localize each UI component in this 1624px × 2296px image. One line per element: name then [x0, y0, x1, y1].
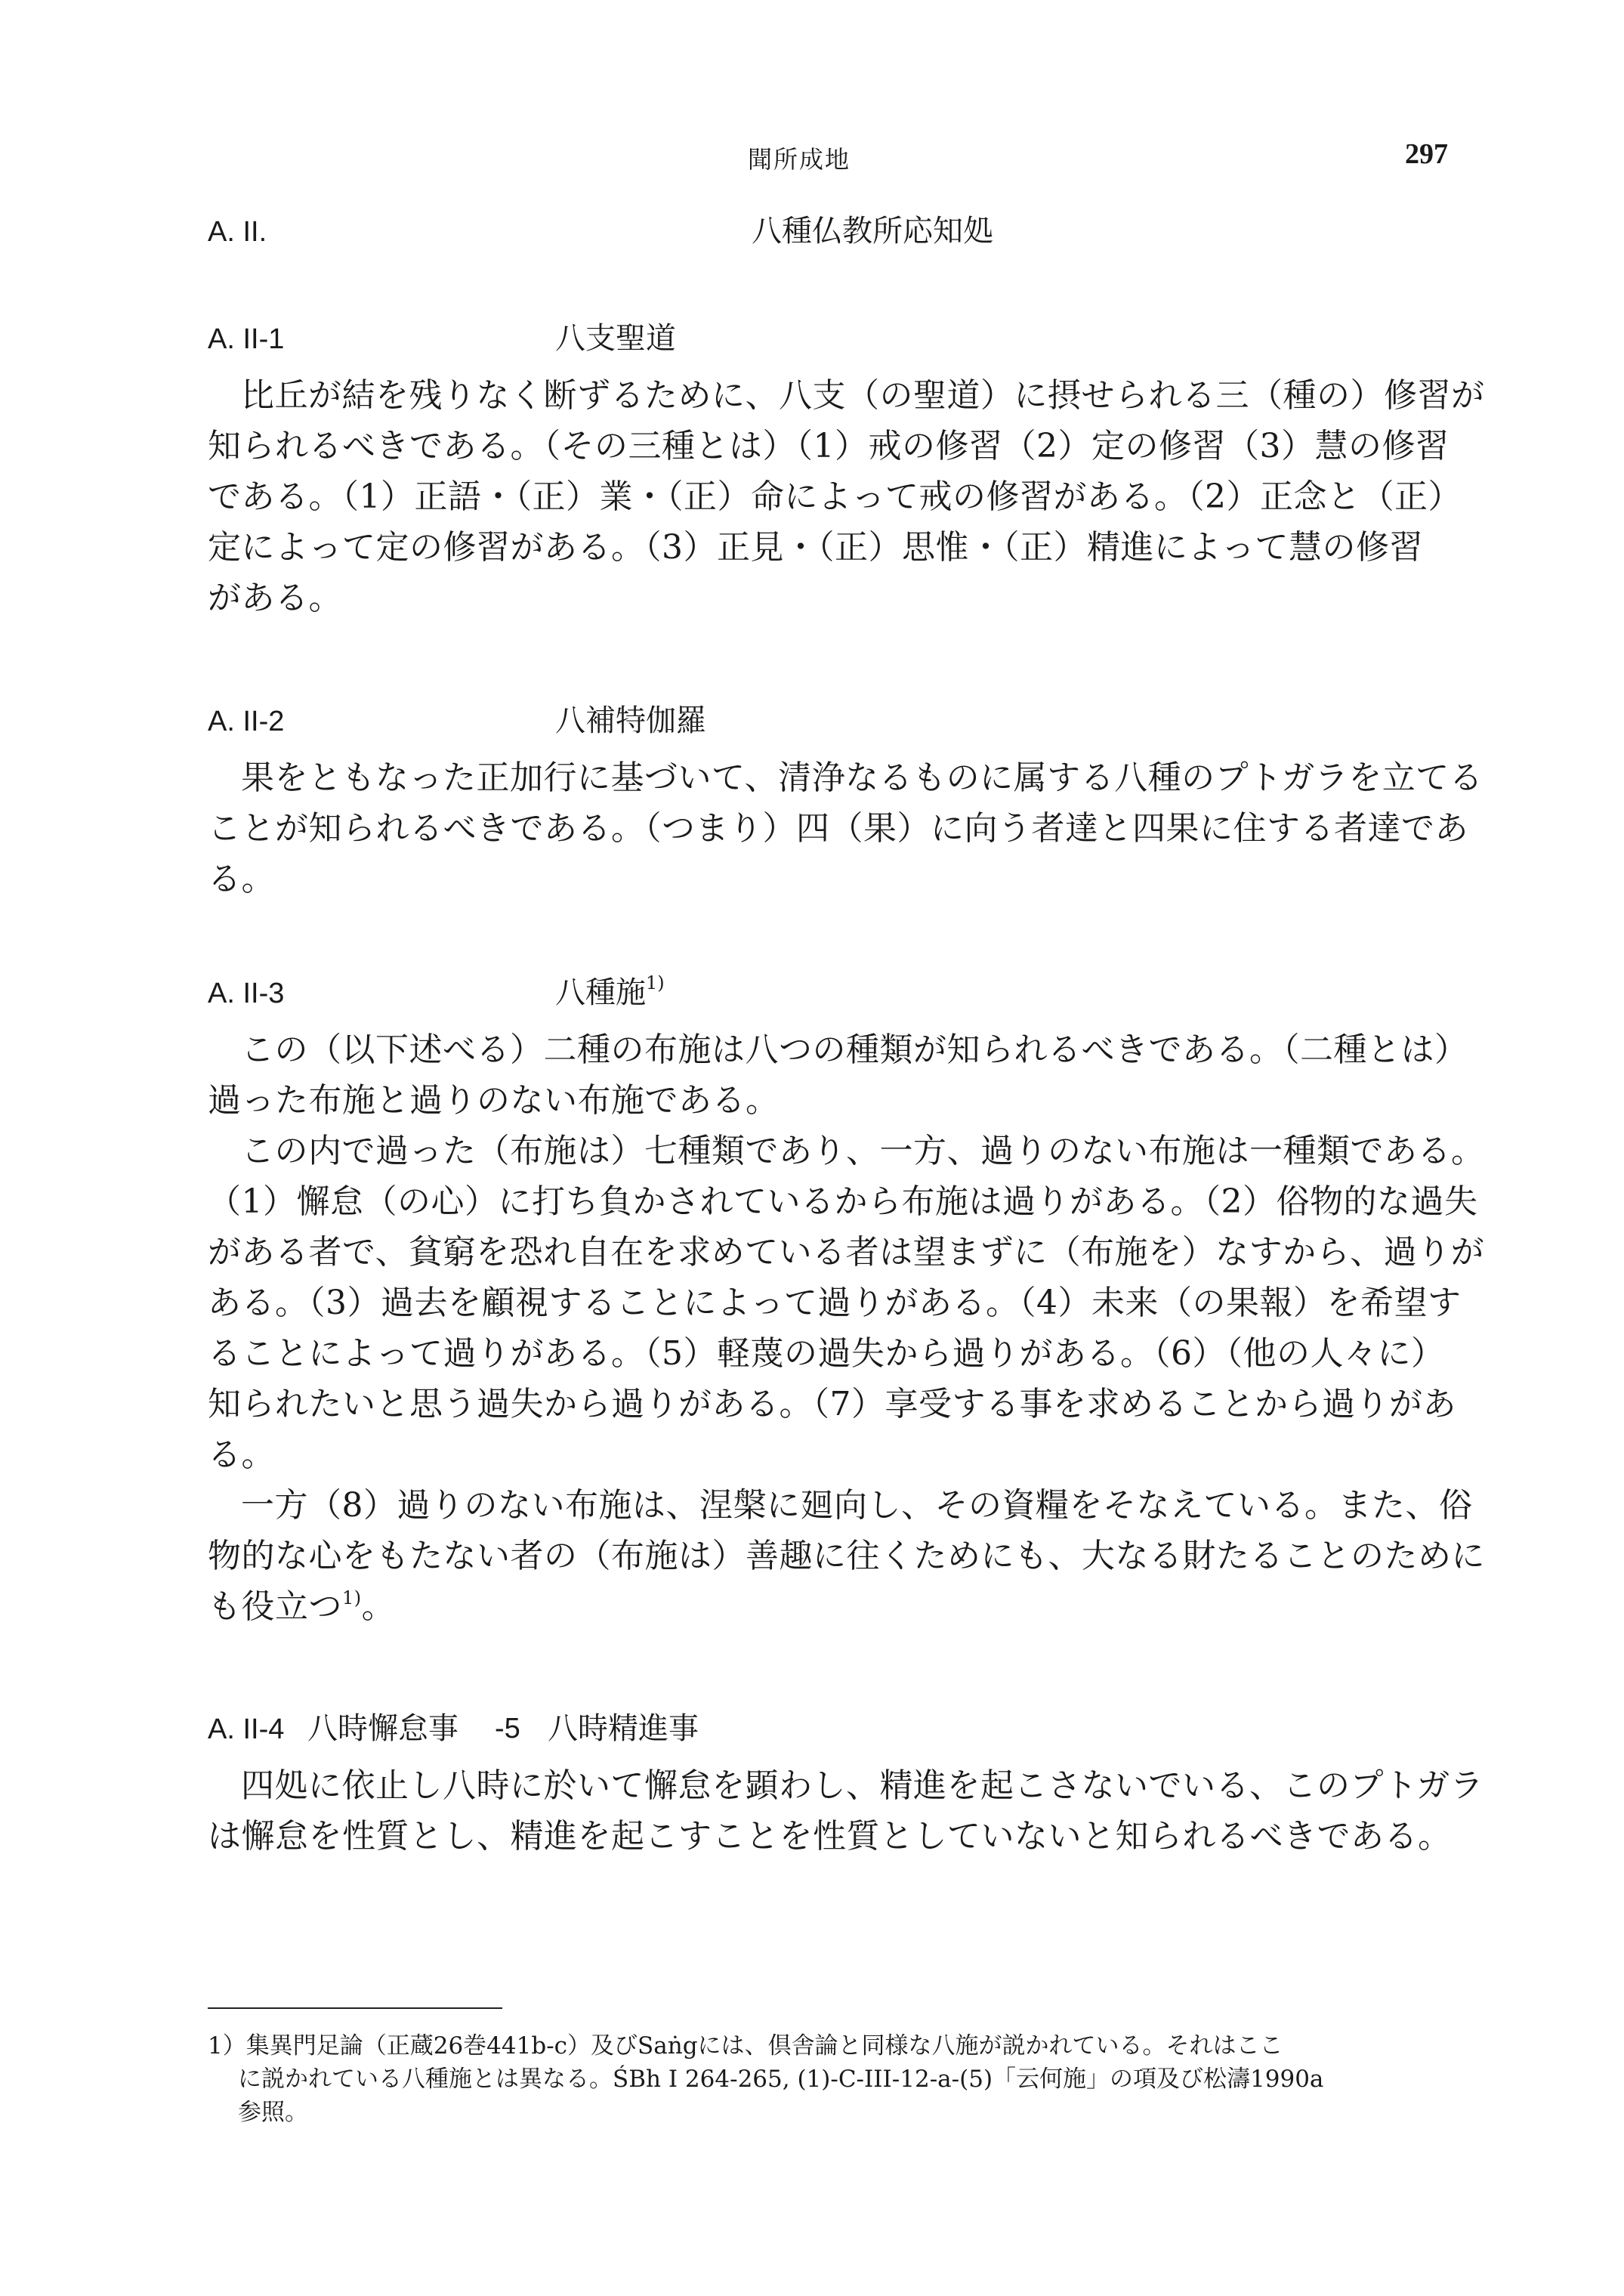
subsection-title: 八時懈怠事: [307, 1711, 458, 1746]
page-number: 297: [1405, 138, 1448, 170]
subsection-heading-2: [208, 703, 706, 740]
text-line: 知られるべきである。（その三種とは）（1）戒の修習（2）定の修習（3）慧の修習: [208, 427, 1450, 465]
text-line: がある者で、貧窮を恐れ自在を求めている者は望まずに（布施を）なすから、過りが: [208, 1233, 1485, 1272]
subsection-title: 八種施$^{1)}$: [555, 972, 665, 1010]
text-line: も役立つ$^{1)}$。: [208, 1587, 396, 1626]
section-title: 八種仏教所応知処: [752, 214, 993, 249]
subsection-title-2: 八時精進事: [548, 1711, 699, 1746]
text-line: ある。（3）過去を顧視することによって過りがある。（4）未来（の果報）を希望す: [208, 1284, 1462, 1322]
subsection-title: 八補特伽羅: [555, 703, 706, 738]
text-line: ことが知られるべきである。（つまり）四（果）に向う者達と四果に住する者達であ: [208, 809, 1468, 848]
paragraph-ii-3-a: [208, 1024, 1468, 1126]
text-line: る。: [208, 1435, 275, 1474]
text-line: がある。: [208, 579, 342, 617]
text-line: る。: [208, 860, 275, 898]
text-line: 物的な心をもたない者の（布施は）善趣に往くためにも、大なる財たることのために: [208, 1537, 1485, 1575]
text-line: である。（1）正語・（正）業・（正）命によって戒の修習がある。（2）正念と（正）: [208, 477, 1462, 516]
text-line: （1）懈怠（の心）に打ち負かされているから布施は過りがある。（2）俗物的な過失: [208, 1182, 1478, 1221]
subsection-heading-4: [208, 1710, 699, 1747]
text-line: 一方（8）過りのない布施は、涅槃に廻向し、その資糧をそなえている。また、俗: [241, 1486, 1473, 1525]
text-line: 知られたいと思う過失から過りがある。（7）享受する事を求めることから過りがあ: [208, 1385, 1456, 1423]
text-line: この（以下述べる）二種の布施は八つの種類が知られるべきである。（二種とは）: [241, 1031, 1468, 1069]
text-line: 定によって定の修習がある。（3）正見・（正）思惟・（正）精進によって慧の修習: [208, 528, 1423, 567]
section-heading: [208, 213, 993, 250]
footnote-line: 参照。: [238, 2099, 308, 2126]
text-line: 果をともなった正加行に基づいて、清浄なるものに属する八種のプトガラを立てる: [241, 759, 1484, 797]
subsection-number-2: -5: [495, 1713, 520, 1744]
text-line: 四処に依止し八時に於いて懈怠を顕わし、精進を起こさないでいる、このプトガラ: [241, 1766, 1484, 1805]
text-line: 比丘が結を残りなく断ずるために、八支（の聖道）に摂せられる三（種の）修習が: [241, 376, 1485, 415]
text-line: は懈怠を性質とし、精進を起こすことを性質としていないと知られるべきである。: [208, 1817, 1452, 1856]
paragraph-ii-4: [208, 1760, 1484, 1862]
footnote-ref: 1): [646, 972, 665, 993]
paragraph-ii-2: [208, 752, 1484, 904]
subsection-number: A. II-4: [208, 1714, 285, 1745]
text-line: この内で過った（布施は）七種類であり、一方、過りのない布施は一種類である。: [241, 1132, 1485, 1170]
text-line: ることによって過りがある。（5）軽蔑の過失から過りがある。（6）（他の人々に）: [208, 1334, 1445, 1373]
section-number: A. II.: [208, 216, 267, 248]
footnote: [208, 2029, 1462, 2129]
subsection-heading-3: [208, 972, 665, 1012]
paragraph-ii-1: [208, 370, 1485, 623]
footnote-line: に説かれている八種施とは異なる。ŚBh I 264-265, (1)-C-III-12-a-(5)「云何施」の項及び松濤1990a: [238, 2066, 1324, 2093]
subsection-number: A. II-2: [208, 706, 285, 737]
subsection-number: A. II-3: [208, 978, 285, 1009]
subsection-title: 八支聖道: [555, 321, 676, 356]
footnote-line: 1）集異門足論（正蔵26巻441b-c）及びSaṅgには、倶舎論と同様な八施が説かれている。それはここ: [208, 2032, 1283, 2060]
text-line: 過った布施と過りのない布施である。: [208, 1081, 780, 1120]
running-title: 聞所成地: [748, 145, 851, 174]
footnote-ref: 1): [342, 1587, 362, 1608]
paragraph-ii-3-b: [208, 1126, 1485, 1480]
paragraph-ii-3-c: [208, 1480, 1485, 1632]
subsection-number: A. II-1: [208, 323, 285, 355]
footnote-marker: 1）: [208, 2032, 246, 2060]
footnote-divider: [208, 2007, 502, 2009]
subsection-heading-1: [208, 320, 676, 357]
